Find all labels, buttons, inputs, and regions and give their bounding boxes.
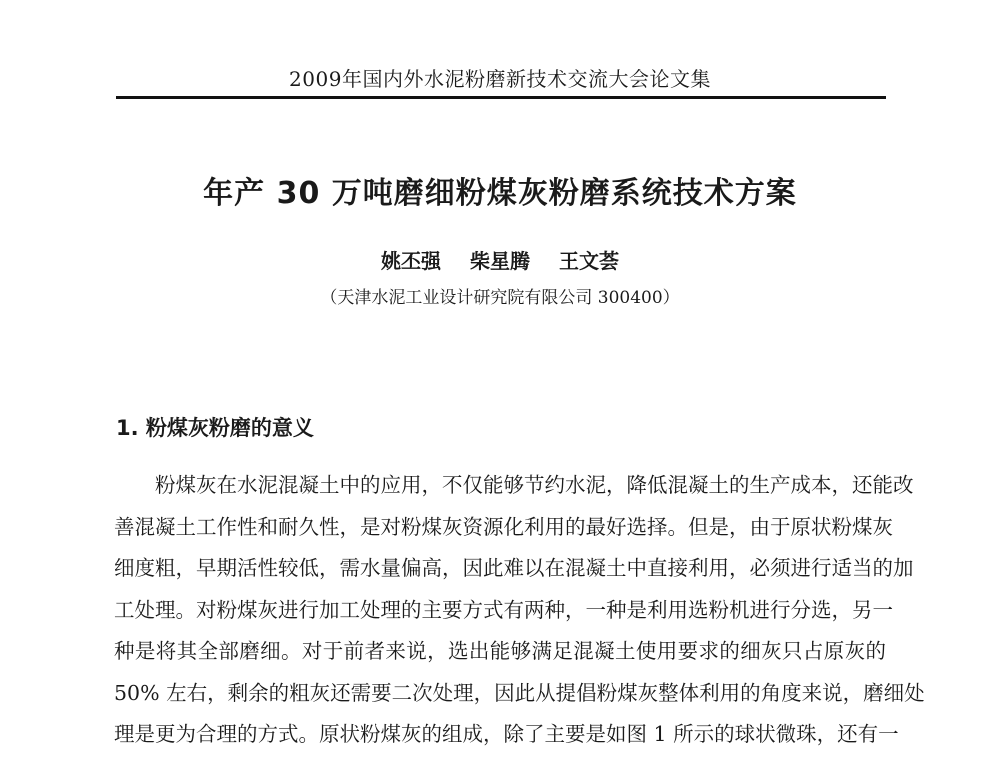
author-list (0, 245, 1000, 274)
section-heading (116, 412, 314, 442)
paragraph-line: 粉煤灰在水泥混凝土中的应用，不仅能够节约水泥，降低混凝土的生产成本，还能改 (155, 473, 914, 497)
author-name: 柴星腾 (470, 249, 530, 273)
paragraph-line: 善混凝土工作性和耐久性，是对粉煤灰资源化利用的最好选择。但是，由于原状粉煤灰 (114, 514, 893, 539)
paragraph-line: 工处理。对粉煤灰进行加工处理的主要方式有两种，一种是利用选粉机进行分选，另一 (114, 597, 893, 622)
section-title: 粉煤灰粉磨的意义 (145, 416, 314, 440)
paragraph-line: 细度粗，早期活性较低，需水量偏高，因此难以在混凝土中直接利用，必须进行适当的加 (114, 556, 914, 580)
header-rule (116, 96, 886, 99)
paragraph-line: 种是将其全部磨细。对于前者来说，选出能够满足混凝土使用要求的细灰只占原灰的 (114, 639, 886, 663)
running-header: 2009年国内外水泥粉磨新技术交流大会论文集 (289, 67, 711, 91)
author-name: 姚丕强 (381, 249, 442, 273)
affiliation: （天津水泥工业设计研究院有限公司 300400） (320, 288, 680, 308)
section-number: 1. (116, 416, 139, 440)
paragraph-line: 理是更为合理的方式。原状粉煤灰的组成，除了主要是如图 1 所示的球状微珠，还有一 (114, 722, 899, 746)
paper-title: 年产 30 万吨磨细粉煤灰粉磨系统技术方案 (203, 176, 797, 211)
author-name: 王文荟 (558, 249, 619, 273)
paragraph-line: 50% 左右，剩余的粗灰还需要二次处理，因此从提倡粉煤灰整体利用的角度来说，磨细处 (114, 680, 925, 705)
body-paragraph (114, 465, 925, 756)
